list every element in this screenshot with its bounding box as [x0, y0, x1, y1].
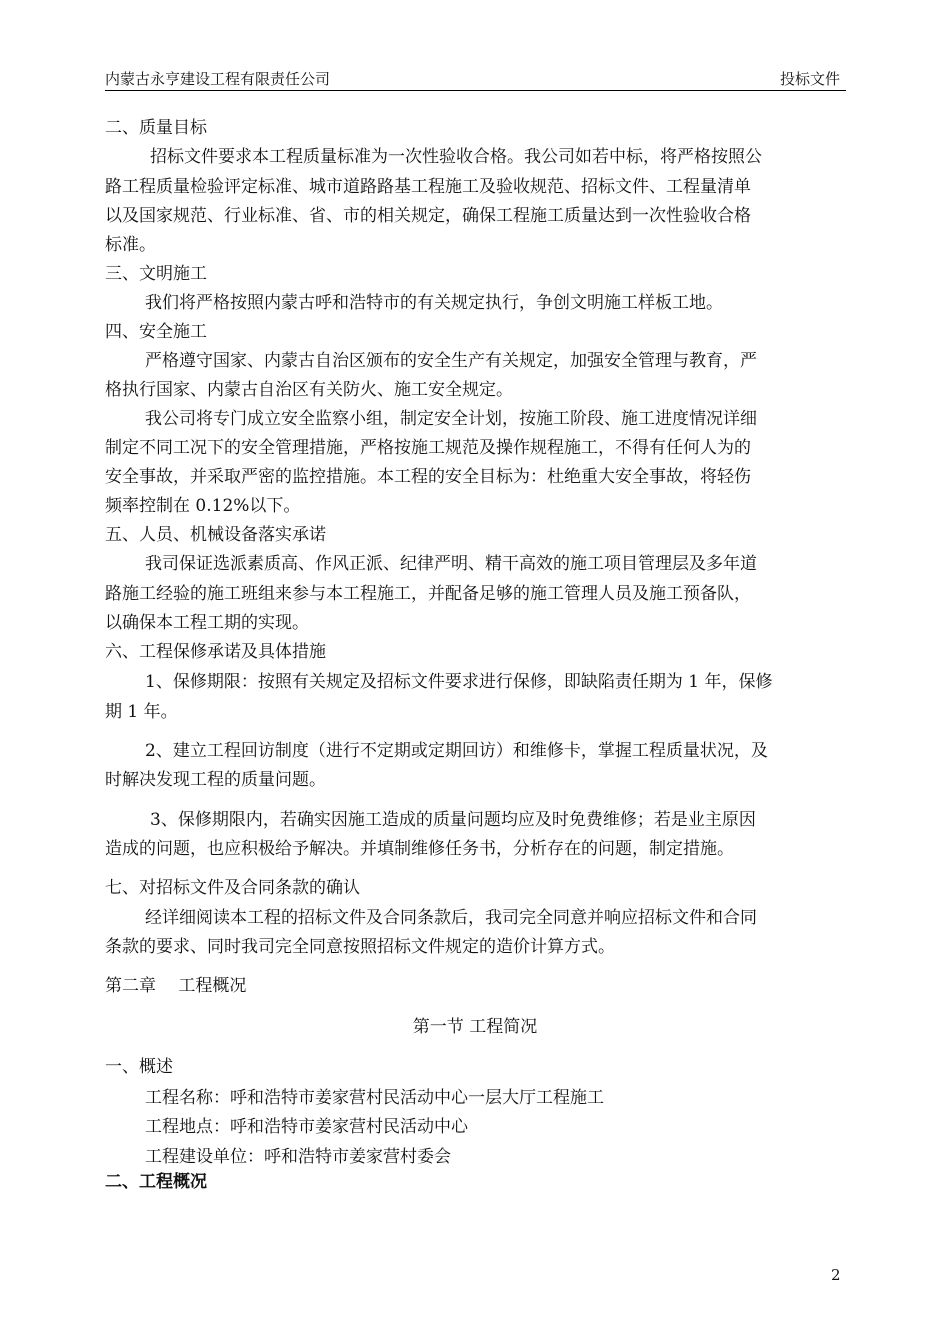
paragraph-line: 条款的要求、同时我司完全同意按照招标文件规定的造价计算方式。: [105, 937, 615, 957]
paragraph-line: 安全事故，并采取严密的监控措施。本工程的安全目标为：杜绝重大安全事故，将轻伤: [105, 467, 751, 487]
section-heading-civilized: 三、文明施工: [105, 264, 207, 284]
project-name: 工程名称：呼和浩特市姜家营村民活动中心一层大厅工程施工: [145, 1088, 604, 1108]
paragraph-line: 造成的问题，也应积极给予解决。并填制维修任务书，分析存在的问题，制定措施。: [105, 839, 734, 859]
paragraph-line: 以及国家规范、行业标准、省、市的相关规定，确保工程施工质量达到一次性验收合格: [105, 206, 751, 226]
paragraph-line: 1、保修期限：按照有关规定及招标文件要求进行保修，即缺陷责任期为 1 年，保修: [145, 672, 773, 692]
page-header: [105, 68, 846, 91]
paragraph-line: 期 1 年。: [105, 702, 178, 722]
chapter-heading: 第二章 工程概况: [105, 976, 247, 996]
section-heading-warranty: 六、工程保修承诺及具体措施: [105, 642, 326, 662]
section-title: 第一节 工程简况: [412, 1017, 538, 1037]
paragraph-line: 严格遵守国家、内蒙古自治区颁布的安全生产有关规定，加强安全管理与教育，严: [145, 351, 757, 371]
paragraph-line: 2、建立工程回访制度（进行不定期或定期回访）和维修卡，掌握工程质量状况，及: [145, 741, 768, 761]
subsection-heading-summary: 二、工程概况: [105, 1172, 207, 1192]
project-location: 工程地点：呼和浩特市姜家营村民活动中心: [145, 1117, 468, 1137]
paragraph-line: 路工程质量检验评定标准、城市道路路基工程施工及验收规范、招标文件、工程量清单: [105, 177, 751, 197]
paragraph-line: 时解决发现工程的质量问题。: [105, 770, 326, 790]
paragraph-line: 路施工经验的施工班组来参与本工程施工，并配备足够的施工管理人员及施工预备队，: [105, 584, 751, 604]
header-doc-type: 投标文件: [779, 70, 840, 88]
paragraph-line: 格执行国家、内蒙古自治区有关防火、施工安全规定。: [105, 380, 513, 400]
paragraph-line: 制定不同工况下的安全管理措施，严格按施工规范及操作规程施工，不得有任何人为的: [105, 438, 751, 458]
section-heading-quality: 二、质量目标: [105, 118, 207, 138]
subsection-heading-overview: 一、概述: [105, 1057, 173, 1077]
page-number: 2: [831, 1266, 841, 1284]
paragraph-line: 3、保修期限内，若确实因施工造成的质量问题均应及时免费维修；若是业主原因: [150, 810, 756, 830]
section-heading-personnel: 五、人员、机械设备落实承诺: [105, 525, 326, 545]
header-company: 内蒙古永亨建设工程有限责任公司: [105, 70, 331, 88]
project-owner: 工程建设单位：呼和浩特市姜家营村委会: [145, 1147, 451, 1167]
section-heading-safety: 四、安全施工: [105, 322, 207, 342]
paragraph-line: 招标文件要求本工程质量标准为一次性验收合格。我公司如若中标，将严格按照公: [150, 147, 762, 167]
paragraph-line: 标准。: [105, 235, 156, 255]
paragraph-line: 我司保证选派素质高、作风正派、纪律严明、精干高效的施工项目管理层及多年道: [145, 554, 757, 574]
paragraph-line: 我公司将专门成立安全监察小组，制定安全计划，按施工阶段、施工进度情况详细: [145, 409, 757, 429]
section-heading-confirmation: 七、对招标文件及合同条款的确认: [105, 878, 360, 898]
paragraph-line: 频率控制在 0.12%以下。: [105, 496, 301, 516]
paragraph-line: 以确保本工程工期的实现。: [105, 613, 309, 633]
paragraph-line: 经详细阅读本工程的招标文件及合同条款后，我司完全同意并响应招标文件和合同: [145, 908, 757, 928]
paragraph-line: 我们将严格按照内蒙古呼和浩特市的有关规定执行，争创文明施工样板工地。: [145, 293, 723, 313]
